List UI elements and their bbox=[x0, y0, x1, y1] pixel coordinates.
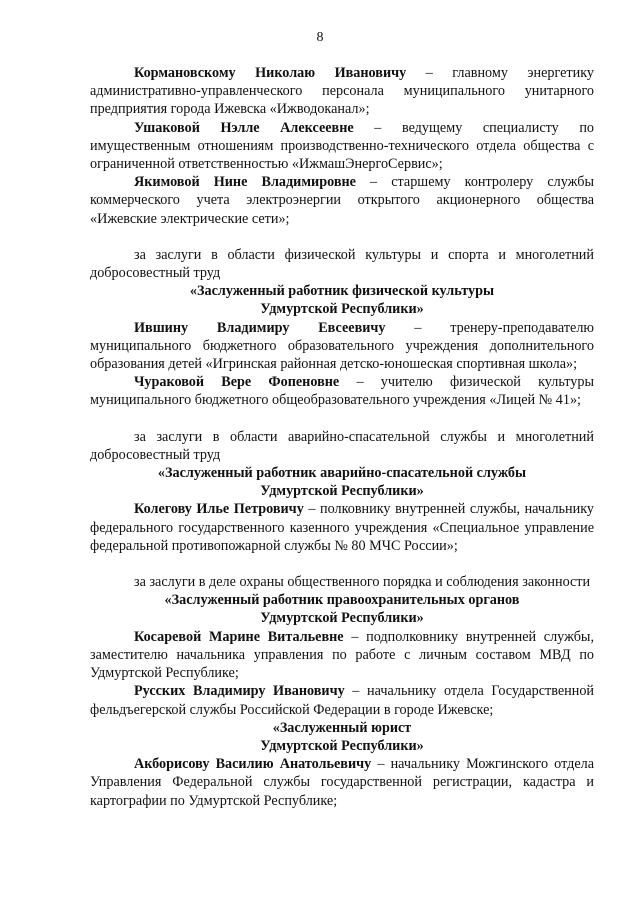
honorary-title-line: «Заслуженный работник правоохранительных органов bbox=[164, 592, 520, 609]
recipient-position: – главному энергетику административно-управленческого персонала муниципального унитарного предприятия города Ижевска «Ижводоканал»; bbox=[90, 65, 594, 118]
section-gap bbox=[90, 555, 594, 573]
recipient-position: – начальнику Можгинского отдела Управления Федеральной службы государственной регистрации, кадастра и картографии по Удмуртской Республике; bbox=[90, 756, 594, 809]
recipient-name: Ушаковой Нэлле Алексеевне bbox=[134, 119, 354, 136]
honorary-title-line: Удмуртской Республики» bbox=[260, 610, 424, 627]
section-gap bbox=[90, 410, 594, 428]
honorary-title-line: «Заслуженный работник физической культуры bbox=[189, 283, 495, 300]
recipient-position: – учителю физической культуры муниципального бюджетного общеобразовательного учреждения «Лицей № 41»; bbox=[90, 374, 595, 409]
award-recipient-entry bbox=[90, 373, 594, 409]
award-recipient-entry bbox=[90, 319, 594, 374]
recipient-position: – ведущему специалисту по имущественным отношениям производственно-технического отдела общества с ограниченной ответственностью «ИжмашЭнергоСервис»; bbox=[90, 119, 595, 173]
recipient-name: Акборисову Василию Анатольевичу bbox=[134, 756, 372, 773]
recipient-name: Колегову Илье Петровичу bbox=[134, 501, 304, 518]
award-recipient-entry bbox=[90, 628, 594, 683]
recipient-position: – старшему контролеру службы коммерческого учета электроэнергии открытого акционерного общества «Ижевские электрические сети»; bbox=[90, 174, 594, 227]
recipient-position: – полковнику внутренней службы, начальнику федерального государственного казенного учреждения «Специальное управление федеральной противопожарной службы № 80 МЧС России»; bbox=[90, 501, 594, 554]
recipient-name: Косаревой Марине Витальевне bbox=[134, 628, 344, 645]
recipient-name: Чураковой Вере Фопеновне bbox=[134, 374, 340, 391]
award-recipient-entry bbox=[90, 682, 594, 718]
honorary-title-line: Удмуртской Республики» bbox=[260, 301, 424, 318]
recipient-name: Кормановскому Николаю Ивановичу bbox=[134, 65, 407, 81]
honorary-title-line: Удмуртской Республики» bbox=[260, 737, 424, 754]
honorary-title-line: Удмуртской Республики» bbox=[260, 483, 424, 500]
section-gap bbox=[90, 228, 594, 246]
merit-statement: за заслуги в области физической культуры и спорта и многолетний добросовестный труд bbox=[90, 246, 594, 282]
recipient-position: – тренеру-преподавателю муниципального бюджетного образовательного учреждения дополнительного образования детей «Игринская районная детско-юношеская спортивная школа»; bbox=[90, 319, 594, 373]
recipient-name: Ившину Владимиру Евсеевичу bbox=[134, 319, 386, 336]
award-recipient-entry bbox=[90, 119, 594, 174]
document-body bbox=[90, 64, 594, 810]
recipient-position: – подполковнику внутренней службы, заместителю начальника управления по работе с личным составом МВД по Удмуртской Республике; bbox=[90, 628, 594, 682]
award-recipient-entry bbox=[90, 173, 594, 228]
merit-statement: за заслуги в деле охраны общественного порядка и соблюдения законности bbox=[134, 574, 591, 591]
honorary-title-line: «Заслуженный работник аварийно-спасательной службы bbox=[157, 465, 527, 482]
honorary-title-line: «Заслуженный юрист bbox=[272, 719, 412, 736]
recipient-position: – начальнику отдела Государственной фельдъегерской службы Российской Федерации в городе Ижевске; bbox=[90, 683, 595, 718]
award-recipient-entry bbox=[90, 755, 594, 810]
recipient-name: Якимовой Нине Владимировне bbox=[134, 174, 356, 191]
award-recipient-entry bbox=[90, 64, 594, 119]
page-number: 8 bbox=[316, 30, 324, 45]
recipient-name: Русских Владимиру Ивановичу bbox=[134, 683, 345, 700]
award-recipient-entry bbox=[90, 500, 594, 555]
merit-statement: за заслуги в области аварийно-спасательной службы и многолетний добросовестный труд bbox=[90, 428, 594, 463]
